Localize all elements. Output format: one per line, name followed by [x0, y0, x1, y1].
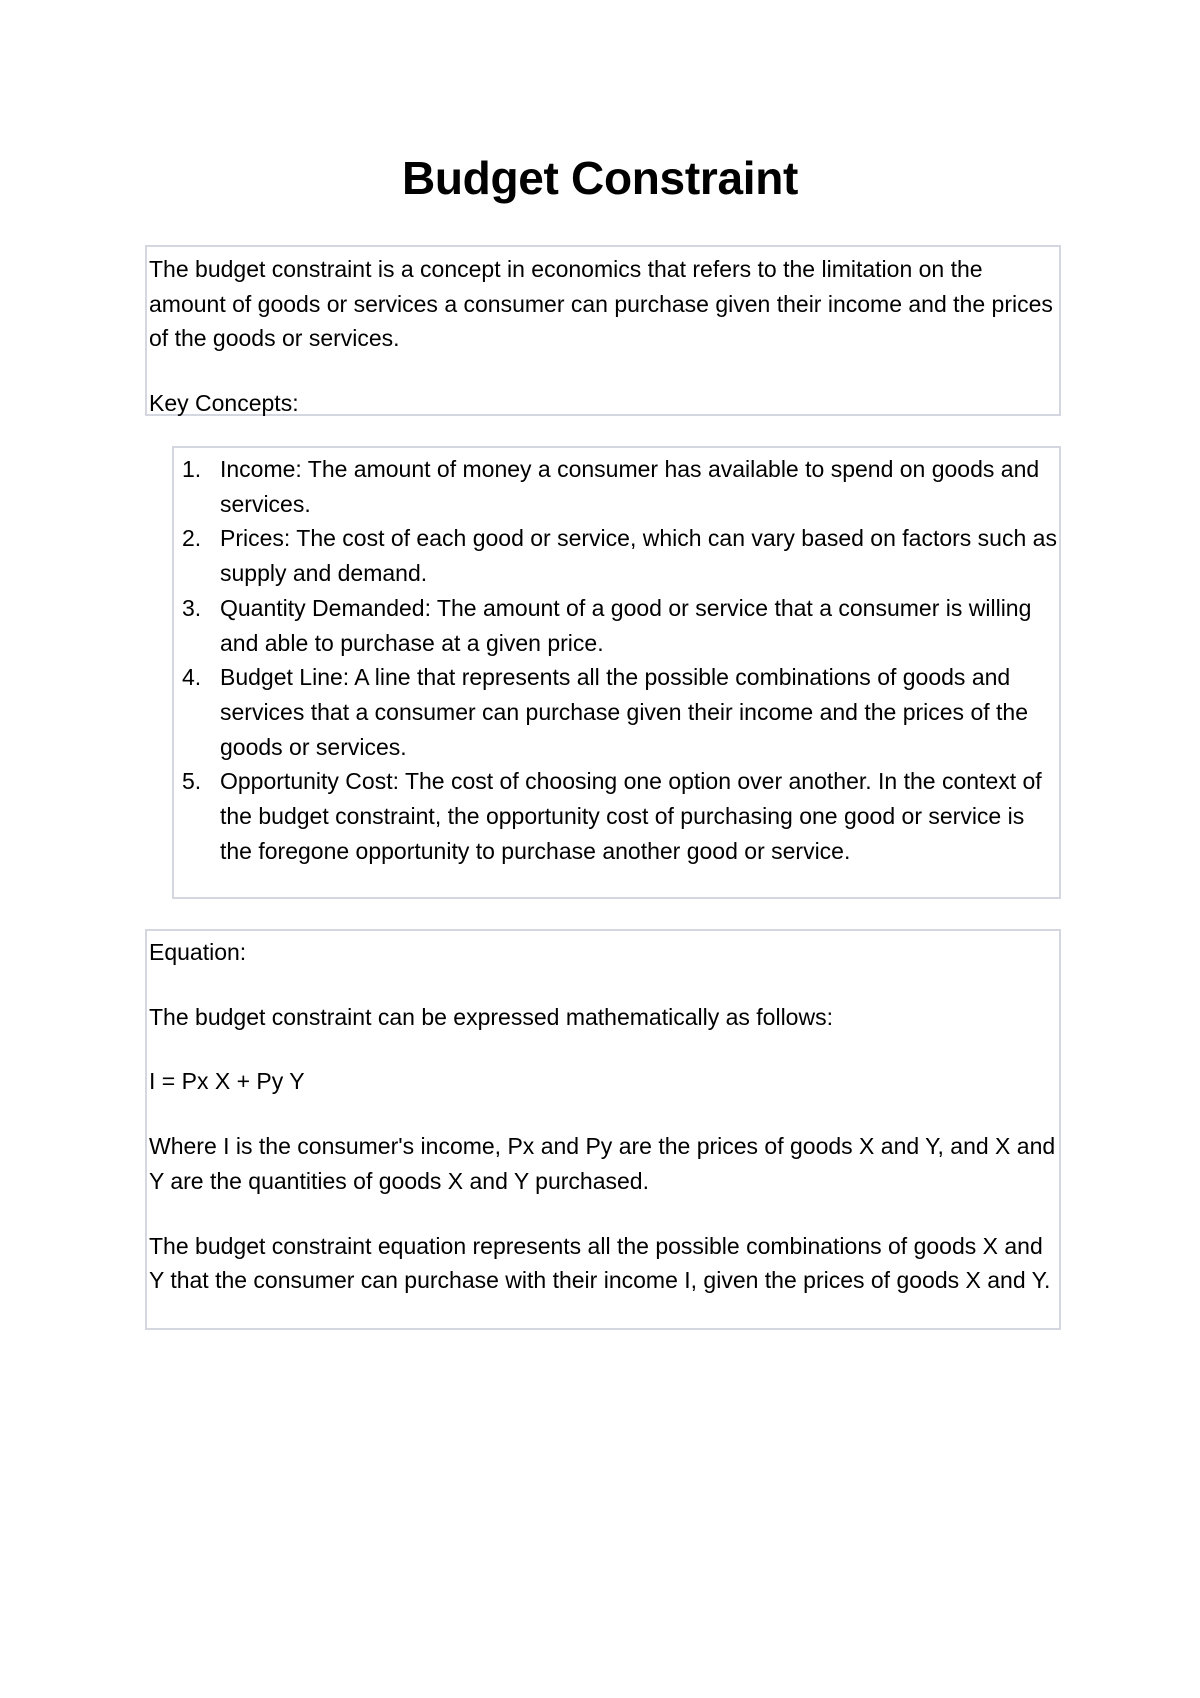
equation-intro: The budget constraint can be expressed mathematically as follows: — [149, 1003, 833, 1030]
key-concepts-label: Key Concepts: — [149, 390, 299, 417]
equation-label: Equation: — [149, 939, 247, 965]
list-item — [174, 452, 1059, 521]
equation-box — [145, 929, 1061, 1330]
list-item — [174, 591, 1059, 660]
key-concepts-box — [172, 446, 1061, 899]
list-item-number: 4. — [182, 664, 202, 691]
list-item-text: Income: The amount of money a consumer has available to spend on goods and services. — [220, 456, 1040, 517]
list-item-text: Quantity Demanded: The amount of a good or service that a consumer is willing and able to purchase at a given price. — [220, 594, 1032, 656]
list-item — [174, 764, 1059, 868]
intro-paragraph: The budget constraint is a concept in economics that refers to the limitation on the amount of goods or services a consumer can purchase given their income and the prices of the goods or services. — [149, 256, 1053, 352]
page-title: Budget Constraint — [401, 152, 799, 204]
list-item-text: Budget Line: A line that represents all the possible combinations of goods and services that a consumer can purchase given their income and the prices of the goods or services. — [220, 664, 1028, 760]
intro-box — [145, 245, 1061, 416]
list-item-number: 2. — [182, 525, 202, 552]
list-item-text: Opportunity Cost: The cost of choosing one option over another. In the context of the budget constraint, the opportunity cost of purchasing one good or service is the foregone opportunity to purchase another good or service. — [220, 768, 1042, 864]
list-item-number: 5. — [182, 768, 202, 795]
equation-formula: I = Px X + Py Y — [149, 1068, 305, 1095]
key-concepts-list — [174, 452, 1059, 868]
equation-summary: The budget constraint equation represents all the possible combinations of goods X and Y that the consumer can purchase with their income I, given the prices of goods X and Y. — [149, 1232, 1051, 1294]
list-item-text: Prices: The cost of each good or service, which can vary based on factors such as supply and demand. — [220, 525, 1057, 587]
equation-where: Where I is the consumer's income, Px and Py are the prices of goods X and Y, and X and Y are the quantities of goods X and Y purchased. — [149, 1133, 1056, 1194]
list-item-number: 1. — [182, 456, 202, 482]
list-item-number: 3. — [182, 594, 202, 621]
list-item — [174, 521, 1059, 590]
list-item — [174, 660, 1059, 764]
